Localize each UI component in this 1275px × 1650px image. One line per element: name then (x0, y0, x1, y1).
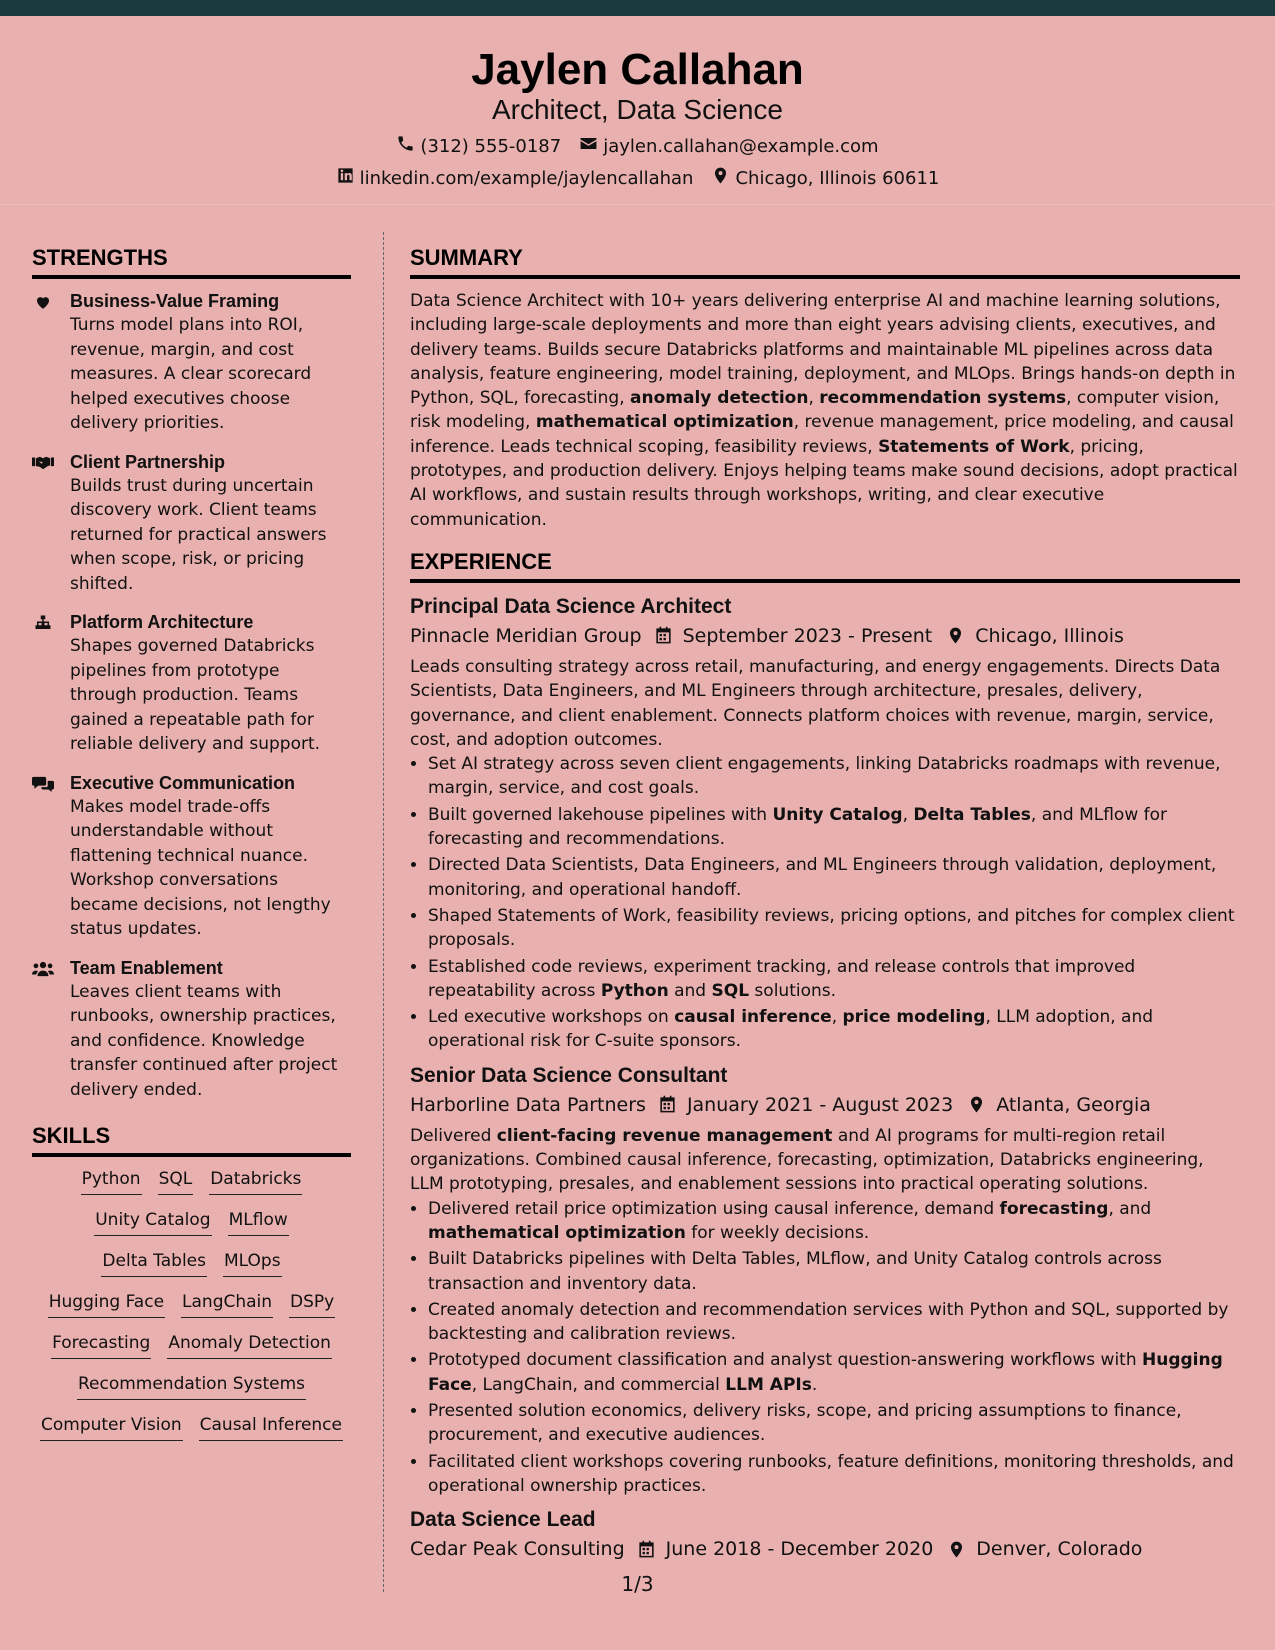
phone-icon (396, 134, 415, 160)
skill-tag: Computer Vision (40, 1413, 183, 1441)
skill-tag: Delta Tables (101, 1249, 207, 1277)
job-location: Denver, Colorado (976, 1538, 1143, 1561)
job-bullet: • Built Databricks pipelines with Delta Tables, MLflow, and Unity Catalog controls across transaction and inventory data. (428, 1247, 1240, 1296)
resume-header (0, 16, 1275, 205)
job-dates: January 2021 - August 2023 (686, 1093, 954, 1116)
job-bullet: • Prototyped document classification and analyst question-answering workflows with Hugging Face, LangChain, and commercial LLM APIs. (428, 1348, 1240, 1397)
phone-item (396, 134, 561, 160)
job-location: Chicago, Illinois (975, 624, 1124, 647)
skill-row (32, 1413, 351, 1441)
strength-title: Platform Architecture (70, 612, 254, 632)
strength-description: Builds trust during uncertain discovery work. Client teams returned for practical answers when scope, risk, or pricing shifted. (70, 475, 327, 594)
skill-tag: Anomaly Detection (167, 1331, 332, 1359)
users-icon (32, 960, 56, 980)
linkedin-icon (336, 166, 355, 192)
map-marker-icon (947, 1540, 966, 1559)
map-marker-icon (967, 1095, 986, 1114)
strength-description: Leaves client teams with runbooks, ownership practices, and confidence. Knowledge transfer continued after project delivery ended. (70, 981, 338, 1100)
page-number: 1/3 (621, 1572, 654, 1596)
strength-description: Shapes governed Databricks pipelines from prototype through production. Teams gained a repeatable path for reliable delivery and support. (70, 636, 321, 754)
strength-title: Client Partnership (70, 451, 226, 472)
email-item[interactable] (579, 134, 878, 160)
job-summary: Leads consulting strategy across retail, manufacturing, and energy engagements. Directs Data Scientists, Data Engineers, and ML Engineers through architecture, presales, delivery, governance, and client enablement. Connects platform choices with revenue, margin, service, cost, and adoption outcomes. (410, 656, 1221, 750)
strength-item (32, 771, 351, 942)
job-meta (410, 621, 1240, 651)
contact-row-2 (0, 166, 1275, 192)
skill-tag: Databricks (209, 1167, 302, 1195)
skill-row (32, 1167, 351, 1195)
job-entry (410, 593, 1240, 1054)
email-address[interactable]: jaylen.callahan@example.com (603, 136, 879, 157)
summary-text: Data Science Architect with 10+ years delivering enterprise AI and machine learning solutions, including large-scale deployments and more than eight years advising clients, executives, and delivery teams. Builds secure Databricks platforms and maintainable ML pipelines across data analysis, feature engineering, model training, deployment, and MLOps. Brings hands-on depth in Python, SQL, forecasting, anomaly detection, recommendation systems, computer vision, risk modeling, mathematical optimization, revenue management, price modeling, and causal inference. Leads technical scoping, feasibility reviews, Statements of Work, pricing, prototypes, and production delivery. Enjoys helping teams make sound decisions, adopt practical AI workflows, and sustain results through workshops, writing, and clear executive communication. (410, 291, 1238, 530)
strength-title: Business-Value Framing (70, 291, 280, 311)
job-bullet: • Shaped Statements of Work, feasibility reviews, pricing options, and pitches for complex client proposals. (428, 904, 1240, 953)
calendar-icon (654, 626, 673, 645)
job-location: Atlanta, Georgia (996, 1093, 1151, 1116)
job-bullet: • Led executive workshops on causal inference, price modeling, LLM adoption, and operational risk for C-suite sponsors. (428, 1005, 1240, 1054)
left-column (32, 244, 351, 1454)
strengths-heading: STRENGTHS (32, 244, 351, 279)
job-bullet: • Set AI strategy across seven client engagements, linking Databricks roadmaps with revenue, margin, service, and cost goals. (428, 752, 1240, 801)
envelope-icon (579, 134, 598, 160)
heart-icon (32, 293, 56, 313)
job-bullet: • Built governed lakehouse pipelines with Unity Catalog, Delta Tables, and MLflow for forecasting and recommendations. (428, 803, 1240, 852)
skill-row (32, 1208, 351, 1236)
skill-tag: Forecasting (51, 1331, 151, 1359)
job-bullet: • Created anomaly detection and recommendation services with Python and SQL, supported by backtesting and calibration reviews. (428, 1298, 1240, 1347)
job-bullet: • Delivered retail price optimization using causal inference, demand forecasting, and mathematical optimization for weekly decisions. (428, 1197, 1240, 1246)
job-meta (410, 1090, 1240, 1120)
location-text: Chicago, Illinois 60611 (735, 168, 940, 189)
experience-list (410, 593, 1240, 1564)
linkedin-item[interactable] (336, 166, 694, 192)
strength-item (32, 450, 351, 597)
job-entry (410, 1062, 1240, 1498)
calendar-icon (658, 1095, 677, 1114)
skill-tag: Python (81, 1167, 142, 1195)
company-name: Cedar Peak Consulting (410, 1538, 625, 1561)
candidate-name: Jaylen Callahan (471, 45, 804, 94)
summary-heading: SUMMARY (410, 244, 1240, 279)
strength-item (32, 610, 351, 757)
strength-title: Executive Communication (70, 772, 296, 793)
linkedin-url[interactable]: linkedin.com/example/jaylencallahan (359, 168, 694, 189)
calendar-icon (637, 1540, 656, 1559)
job-bullet: • Facilitated client workshops covering runbooks, feature definitions, monitoring thresholds, and operational ownership practices. (428, 1450, 1240, 1499)
location-item (711, 166, 939, 192)
skill-row (32, 1290, 351, 1318)
skill-tag: Causal Inference (199, 1413, 343, 1441)
handshake-icon (32, 454, 56, 474)
skill-tag: Unity Catalog (94, 1208, 211, 1236)
skill-tag: DSPy (289, 1290, 335, 1318)
phone-number: (312) 555-0187 (420, 136, 562, 157)
job-bullet: • Directed Data Scientists, Data Engineers, and ML Engineers through validation, deployment, monitoring, and operational handoff. (428, 853, 1240, 902)
skill-tag: SQL (158, 1167, 194, 1195)
strengths-list (32, 289, 351, 1102)
company-name: Pinnacle Meridian Group (410, 624, 642, 647)
strength-description: Turns model plans into ROI, revenue, margin, and cost measures. A clear scorecard helped executives choose delivery priorities. (70, 315, 312, 433)
strength-item (32, 289, 351, 436)
job-bullet: • Established code reviews, experiment tracking, and release controls that improved repeatability across Python and SQL solutions. (428, 955, 1240, 1004)
strength-item (32, 956, 351, 1103)
job-meta (410, 1534, 1240, 1564)
job-title: Data Science Lead (410, 1508, 596, 1532)
job-title: Senior Data Science Consultant (410, 1063, 728, 1087)
top-accent-bar (0, 0, 1275, 16)
job-bullets (410, 752, 1240, 1054)
job-bullet: • Presented solution economics, delivery risks, scope, and pricing assumptions to finance, procurement, and executive audiences. (428, 1399, 1240, 1448)
job-title: Principal Data Science Architect (410, 594, 732, 618)
sitemap-icon (32, 614, 56, 634)
experience-heading: EXPERIENCE (410, 548, 1240, 583)
strength-description: Makes model trade-offs understandable without flattening technical nuance. Workshop conversations became decisions, not lengthy status updates. (70, 796, 331, 939)
right-column (410, 244, 1240, 1568)
contact-row-1 (0, 134, 1275, 160)
skill-tag: Hugging Face (48, 1290, 165, 1318)
skill-row (32, 1249, 351, 1277)
skill-tag: MLflow (228, 1208, 289, 1236)
job-dates: September 2023 - Present (682, 624, 933, 647)
column-divider (383, 232, 384, 1592)
skills-heading: SKILLS (32, 1122, 351, 1157)
comments-icon (32, 775, 56, 795)
map-marker-icon (946, 626, 965, 645)
skill-row (32, 1372, 351, 1400)
skill-tag: Recommendation Systems (77, 1372, 306, 1400)
skill-tag: LangChain (181, 1290, 273, 1318)
job-bullets (410, 1197, 1240, 1499)
skill-row (32, 1331, 351, 1359)
skills-list (32, 1167, 351, 1441)
job-dates: June 2018 - December 2020 (665, 1538, 934, 1561)
map-marker-icon (711, 166, 730, 192)
job-entry (410, 1506, 1240, 1564)
candidate-title: Architect, Data Science (491, 94, 784, 125)
strength-title: Team Enablement (70, 957, 223, 978)
job-summary: Delivered client-facing revenue management and AI programs for multi-region retail organizations. Combined causal inference, forecasting, optimization, Databricks engineering, LLM prototyping, presales, and enablement sessions into practical operating solutions. (410, 1125, 1204, 1195)
company-name: Harborline Data Partners (410, 1093, 646, 1116)
skill-tag: MLOps (223, 1249, 282, 1277)
